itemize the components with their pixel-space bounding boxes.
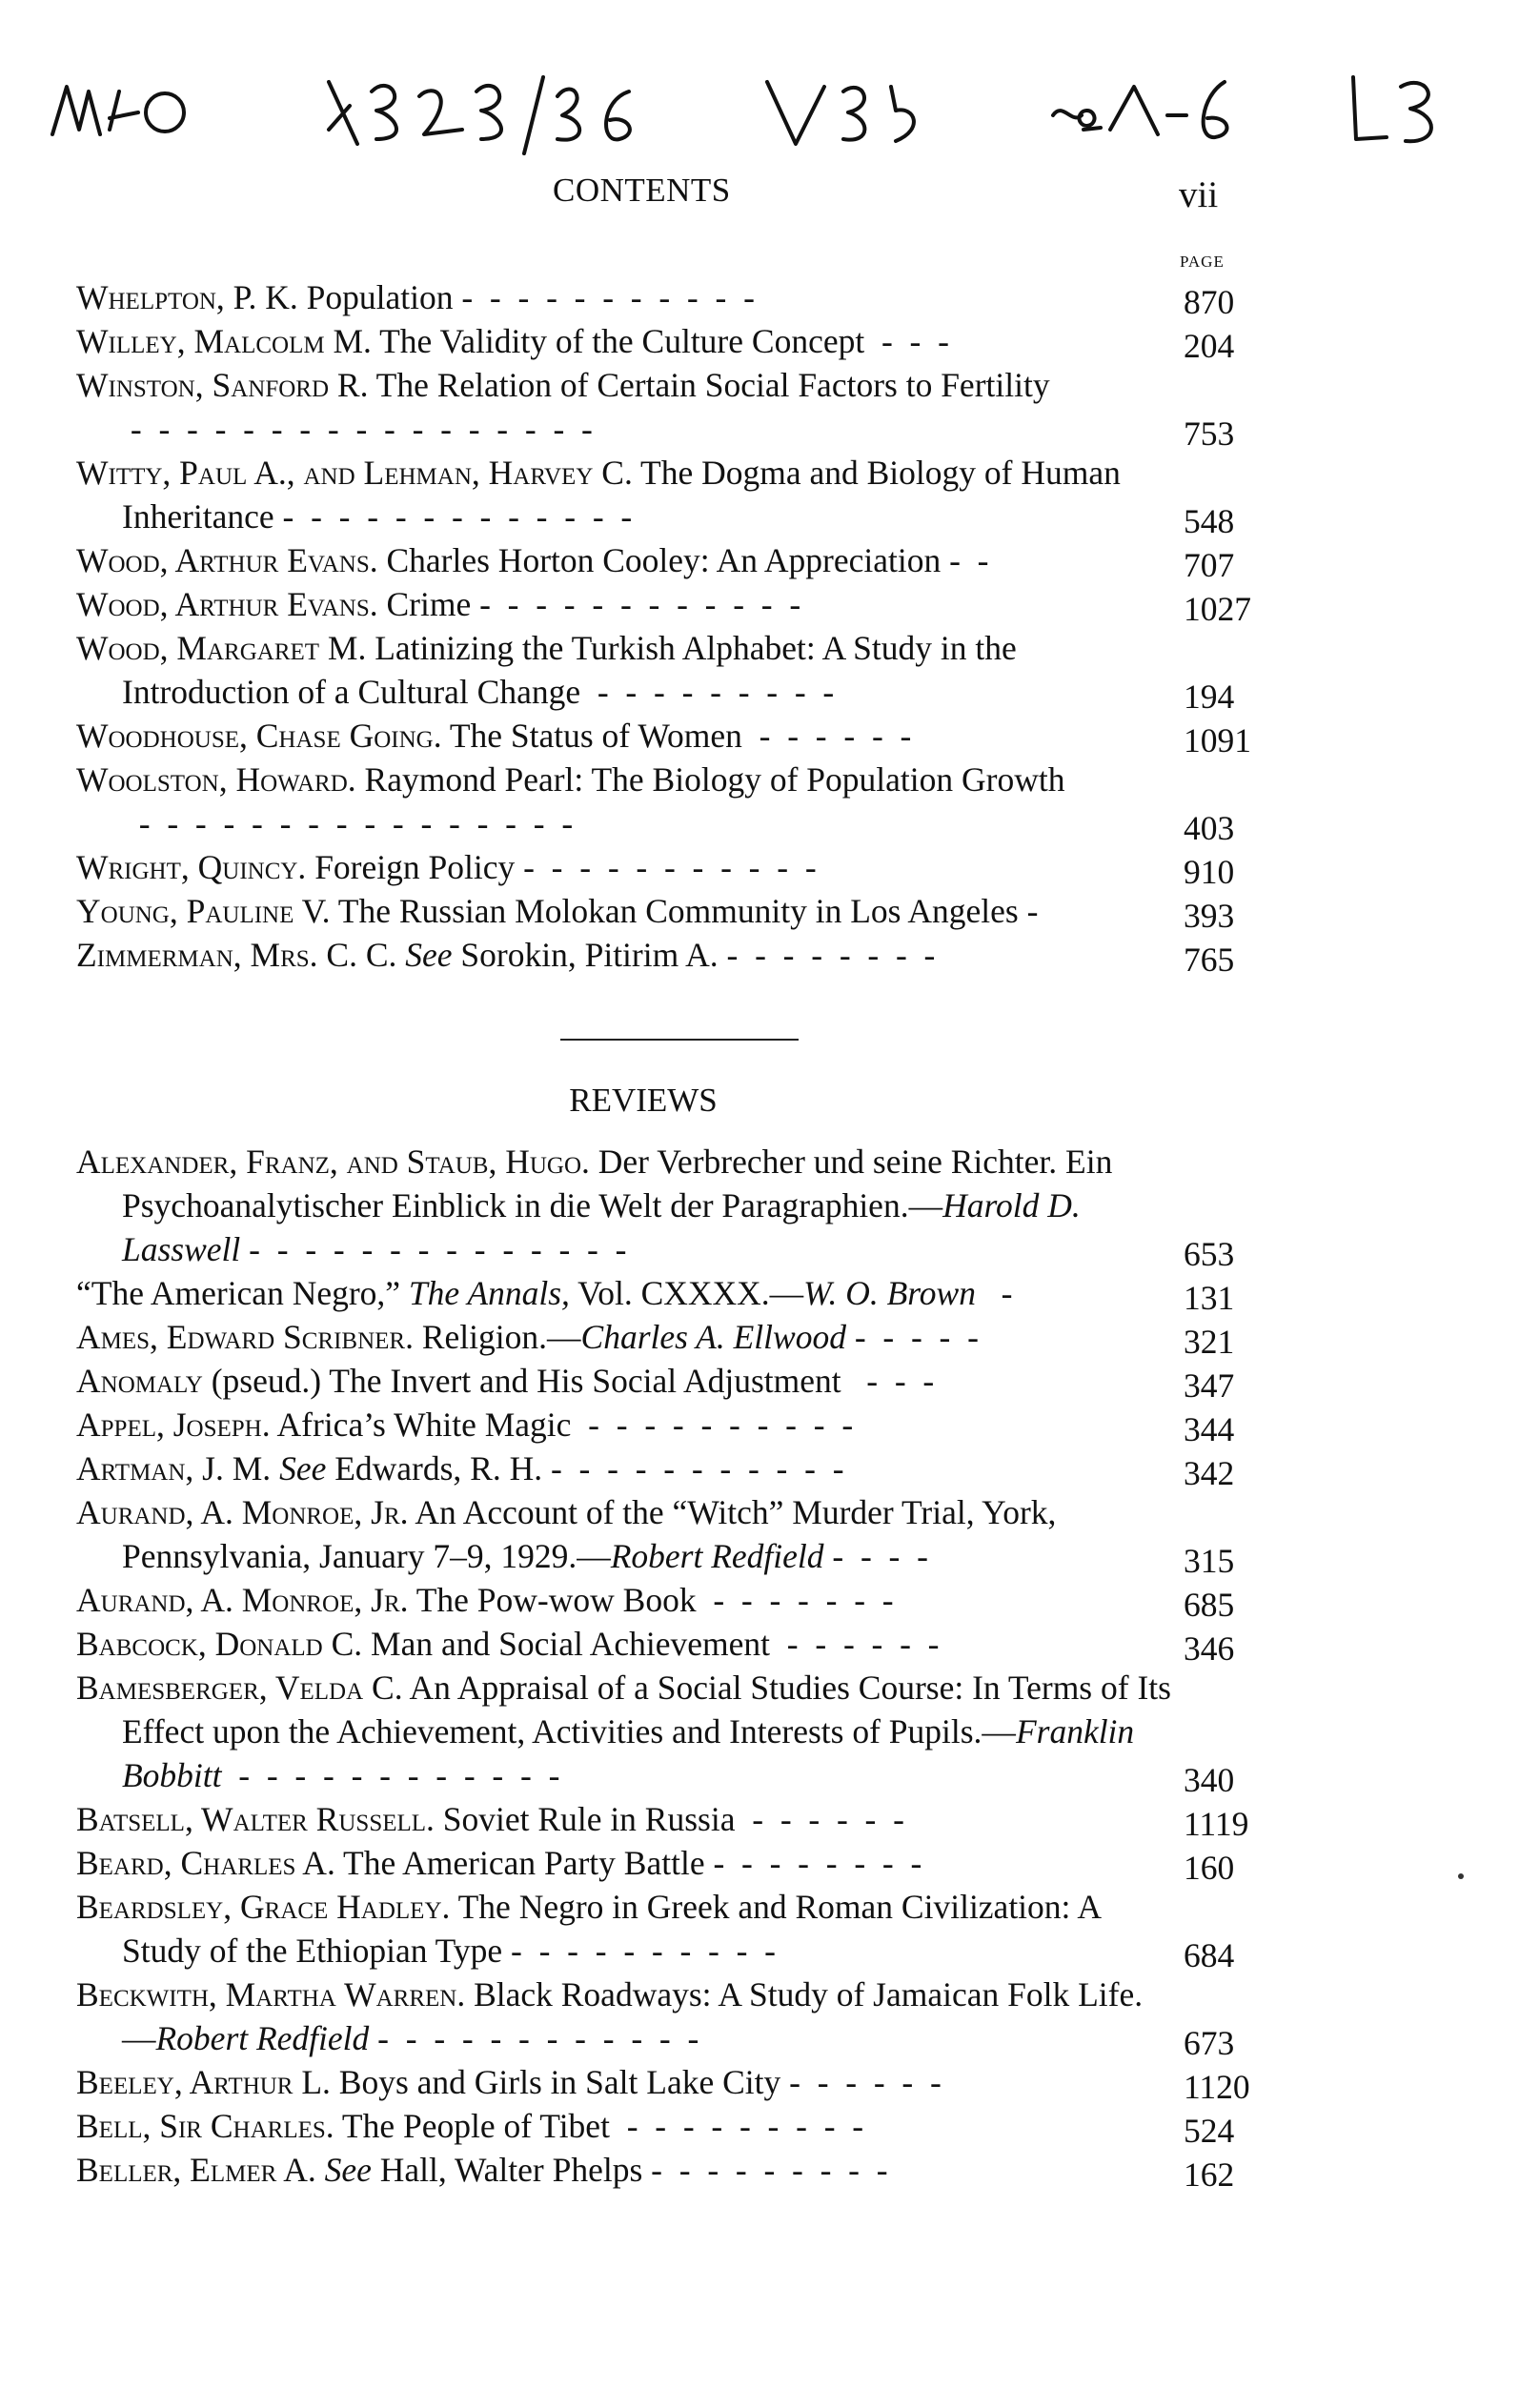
dot-leader: - - - - - - - - - - - xyxy=(453,278,755,316)
entry-italic: See xyxy=(324,2151,372,2189)
entry-title: A. xyxy=(276,2151,325,2189)
toc-entry xyxy=(76,1359,1279,1403)
entry-italic: Franklin Bobbitt xyxy=(122,1712,1135,1794)
entry-page-number: 870 xyxy=(1184,283,1235,321)
entry-text xyxy=(76,1885,1172,1973)
dot-leader: - - - xyxy=(841,1362,935,1400)
entry-author: Beckwith, Martha Warren. xyxy=(76,1975,466,2013)
entry-italic: See xyxy=(405,936,453,974)
entry-author: Bamesberger, Velda xyxy=(76,1669,364,1707)
dot-leader: - - xyxy=(941,541,989,579)
entry-title: The Negro in Greek and Roman Civilization: A Study of the Ethiopian Type xyxy=(122,1888,1100,1970)
entry-author: Aurand, A. Monroe, Jr. xyxy=(76,1493,409,1531)
entry-text xyxy=(76,1403,1172,1447)
stray-mark xyxy=(1458,1873,1464,1879)
entry-author: Anomaly xyxy=(76,1362,203,1400)
entry-author: Beard, Charles xyxy=(76,1844,296,1882)
entry-author: and Lehman, Harvey xyxy=(303,454,594,492)
entry-title: R. The Relation of Certain Social Factors to Fertility xyxy=(329,366,1050,404)
dot-leader: - - - - - - xyxy=(770,1625,940,1663)
toc-entry xyxy=(76,1973,1279,2060)
entry-text xyxy=(76,1666,1172,1797)
toc-entry xyxy=(76,1666,1279,1797)
entry-author: Babcock, Donald xyxy=(76,1625,323,1663)
entry-title: Black Roadways: A Study of Jamaican Folk Life.— xyxy=(122,1975,1144,2057)
entry-page-number: 340 xyxy=(1184,1761,1235,1799)
entry-text xyxy=(76,1359,1172,1403)
dot-leader: - - - - - - - - - - - xyxy=(542,1449,844,1487)
dot-leader: - - - - - - - - - - - - - - - - - xyxy=(122,410,593,448)
entry-author: Bell, Sir Charles. xyxy=(76,2107,334,2145)
entry-text xyxy=(76,1490,1172,1578)
entry-page-number: 403 xyxy=(1184,809,1235,847)
entry-author: Zimmerman, Mrs. xyxy=(76,936,318,974)
entry-author: Whelpton, P. K. xyxy=(76,278,298,316)
entry-title: J. M. xyxy=(193,1449,280,1487)
entry-italic: Robert Redfield xyxy=(610,1537,824,1575)
toc-entry xyxy=(76,1140,1279,1271)
entry-title: “The American Negro,” xyxy=(76,1274,409,1312)
entry-page-number: 131 xyxy=(1184,1279,1235,1317)
dot-leader: - xyxy=(975,1274,1013,1312)
entry-text xyxy=(76,2104,1172,2148)
entry-author: Artman, xyxy=(76,1449,194,1487)
page-column-label: PAGE xyxy=(1180,253,1225,271)
entry-author: Aurand, A. Monroe, Jr. xyxy=(76,1581,409,1619)
toc-entry xyxy=(76,582,1279,626)
entry-title: Africa’s White Magic xyxy=(270,1406,572,1444)
entry-page-number: 753 xyxy=(1184,415,1235,453)
entry-page-number: 910 xyxy=(1184,853,1235,891)
entry-title: The People of Tibet xyxy=(334,2107,610,2145)
entry-page-number: 1091 xyxy=(1184,721,1251,759)
entry-italic: The Annals, xyxy=(408,1274,570,1312)
entry-title: L. Boys and Girls in Salt Lake City xyxy=(293,2063,781,2101)
entry-italic: See xyxy=(279,1449,327,1487)
entry-title: Sorokin, Pitirim A. xyxy=(452,936,719,974)
entry-page-number: 548 xyxy=(1184,502,1235,540)
entry-page-number: 194 xyxy=(1184,678,1235,716)
entry-text xyxy=(76,714,1172,758)
dot-leader: - - - - - - - - - xyxy=(580,673,835,711)
toc-entry xyxy=(76,1622,1279,1666)
dot-leader: - - - - - - - - - xyxy=(642,2151,888,2189)
entry-page-number: 1120 xyxy=(1184,2068,1250,2106)
entry-text xyxy=(76,758,1172,845)
entry-author: Beardsley, Grace Hadley. xyxy=(76,1888,451,1926)
entry-page-number: 524 xyxy=(1184,2112,1235,2150)
entry-italic: Harold D. Lasswell xyxy=(122,1186,1081,1268)
entry-text xyxy=(76,845,1172,889)
entry-title: Religion.— xyxy=(413,1318,581,1356)
entry-text xyxy=(76,1973,1172,2060)
entry-author: Wright, Quincy. xyxy=(76,848,307,886)
entry-page-number: 393 xyxy=(1184,897,1235,935)
entry-author: Willey, Malcolm xyxy=(76,322,325,360)
entry-title: C. C. xyxy=(317,936,406,974)
dot-leader: - - - - - - - - - - - - xyxy=(369,2019,699,2057)
entry-page-number: 342 xyxy=(1184,1454,1235,1492)
entry-page-number: 346 xyxy=(1184,1629,1235,1668)
dot-leader: - - - - - - xyxy=(741,717,912,755)
entry-page-number: 162 xyxy=(1184,2155,1235,2194)
entry-author: Beeley, Arthur xyxy=(76,2063,294,2101)
toc-entry xyxy=(76,1797,1279,1841)
dot-leader: - - - - - - - - - - - - xyxy=(471,585,801,623)
entry-author: Wood, Arthur Evans. xyxy=(76,585,378,623)
entry-title: Edwards, R. H. xyxy=(326,1449,543,1487)
entry-author: Wood, Margaret xyxy=(76,629,320,667)
entry-text xyxy=(76,363,1172,451)
entry-page-number: 1119 xyxy=(1184,1805,1249,1843)
entry-page-number: 347 xyxy=(1184,1366,1235,1405)
dot-leader: - - - xyxy=(864,322,949,360)
page-folio: vii xyxy=(1179,174,1219,215)
entry-title: Raymond Pearl: The Biology of Population Growth xyxy=(355,760,1065,799)
dot-leader: - xyxy=(1018,892,1039,930)
reviews-heading: REVIEWS xyxy=(569,1082,718,1119)
toc-entry xyxy=(76,845,1279,889)
toc-entry xyxy=(76,758,1279,845)
entry-author: Alexander, Franz, and Staub, Hugo. xyxy=(76,1143,590,1181)
dot-leader: - - - - - - - - - xyxy=(609,2107,864,2145)
dot-leader: - - - - - - xyxy=(780,2063,942,2101)
entry-text xyxy=(76,889,1172,933)
entry-title: Der Verbrecher und seine Richter. Ein Psychoanalytischer Einblick in die Welt der Paragraphien.— xyxy=(122,1143,1113,1224)
entry-text xyxy=(76,582,1172,626)
entry-italic: Charles A. Ellwood xyxy=(580,1318,846,1356)
entry-author: Beller, Elmer xyxy=(76,2151,277,2189)
dot-leader: - - - - - - - - - - - - - xyxy=(273,497,633,536)
entry-author: Ames, Edward Scribner. xyxy=(76,1318,414,1356)
dot-leader: - - - - - - xyxy=(735,1800,904,1838)
entry-italic: W. O. Brown xyxy=(803,1274,976,1312)
entry-author: Woodhouse, Chase Going. xyxy=(76,717,442,755)
entry-text xyxy=(76,2060,1172,2104)
entry-text xyxy=(76,626,1172,714)
entry-page-number: 707 xyxy=(1184,546,1235,584)
toc-entry xyxy=(76,1271,1279,1315)
toc-entry xyxy=(76,538,1279,582)
entry-title: C. An Appraisal of a Social Studies Course: In Terms of Its Effect upon the Achievement, Activities and Interests of Pupils.— xyxy=(122,1669,1171,1750)
entry-page-number: 204 xyxy=(1184,327,1235,365)
entry-text xyxy=(76,1841,1172,1885)
entry-title: The Status of Women xyxy=(441,717,742,755)
entry-text xyxy=(76,275,1172,319)
dot-leader: - - - - - - - xyxy=(696,1581,894,1619)
toc-entry xyxy=(76,319,1279,363)
toc-entry xyxy=(76,2104,1279,2148)
entry-page-number: 685 xyxy=(1184,1586,1235,1624)
dot-leader: - - - - - - - - xyxy=(704,1844,922,1882)
entry-title: An Account of the “Witch” Murder Trial, York, Pennsylvania, January 7–9, 1929.— xyxy=(122,1493,1057,1575)
toc-entry xyxy=(76,933,1279,977)
toc-entry xyxy=(76,1490,1279,1578)
entry-title: C. The Dogma and Biology of Human Inheritance xyxy=(122,454,1121,536)
entry-text xyxy=(76,1271,1172,1315)
toc-entry xyxy=(76,2060,1279,2104)
toc-entry xyxy=(76,1447,1279,1490)
dot-leader: - - - - - xyxy=(845,1318,979,1356)
entry-title: Foreign Policy xyxy=(306,848,516,886)
entry-page-number: 321 xyxy=(1184,1323,1235,1361)
toc-entry xyxy=(76,1403,1279,1447)
toc-entry xyxy=(76,626,1279,714)
running-title: CONTENTS xyxy=(553,172,731,209)
toc-entry xyxy=(76,889,1279,933)
reviews-list xyxy=(76,1140,1279,2192)
entry-page-number: 765 xyxy=(1184,941,1235,979)
entry-title: Vol. CXXXX.— xyxy=(569,1274,804,1312)
handwritten-annotation xyxy=(43,63,1472,168)
entry-text xyxy=(76,1315,1172,1359)
entry-page-number: 684 xyxy=(1184,1936,1235,1974)
entry-author: Wood, Arthur Evans. xyxy=(76,541,378,579)
dot-leader: - - - - - - - - - - - - - - xyxy=(240,1230,627,1268)
toc-entry xyxy=(76,714,1279,758)
toc-entry xyxy=(76,451,1279,538)
entry-title: Hall, Walter Phelps xyxy=(371,2151,643,2189)
toc-entry xyxy=(76,1315,1279,1359)
entry-text xyxy=(76,1447,1172,1490)
entry-page-number: 160 xyxy=(1184,1849,1235,1887)
entry-title: M. Latinizing the Turkish Alphabet: A Study in the Introduction of a Cultural Change xyxy=(122,629,1017,711)
entry-title: The Pow-wow Book xyxy=(408,1581,697,1619)
dot-leader: - - - - - - - - - - - - - - - - xyxy=(122,804,574,842)
entry-title: A., xyxy=(247,454,304,492)
toc-entry xyxy=(76,363,1279,451)
contents-list xyxy=(76,275,1279,977)
dot-leader: - - - - - - - - - - xyxy=(502,1932,776,1970)
toc-entry xyxy=(76,275,1279,319)
entry-author: Young, Pauline xyxy=(76,892,294,930)
entry-title: C. Man and Social Achievement xyxy=(322,1625,771,1663)
entry-title: V. The Russian Molokan Community in Los Angeles xyxy=(294,892,1019,930)
entry-text xyxy=(76,538,1172,582)
entry-author: Woolston, Howard. xyxy=(76,760,356,799)
entry-page-number: 673 xyxy=(1184,2024,1235,2062)
toc-entry xyxy=(76,1885,1279,1973)
section-divider xyxy=(560,1039,799,1041)
toc-entry xyxy=(76,2148,1279,2192)
dot-leader: - - - - - - - - - - xyxy=(571,1406,854,1444)
entry-title: Charles Horton Cooley: An Appreciation xyxy=(377,541,942,579)
entry-text xyxy=(76,933,1172,977)
entry-text xyxy=(76,1622,1172,1666)
page-header xyxy=(0,172,1519,219)
entry-title: Population xyxy=(297,278,454,316)
entry-text xyxy=(76,1140,1172,1271)
entry-author: Batsell, Walter Russell. xyxy=(76,1800,435,1838)
entry-text xyxy=(76,451,1172,538)
entry-page-number: 315 xyxy=(1184,1542,1235,1580)
entry-page-number: 653 xyxy=(1184,1235,1235,1273)
entry-italic: Robert Redfield xyxy=(155,2019,370,2057)
entry-title: Soviet Rule in Russia xyxy=(434,1800,736,1838)
entry-author: Winston, Sanford xyxy=(76,366,330,404)
entry-text xyxy=(76,1578,1172,1622)
entry-title: (pseud.) The Invert and His Social Adjustment xyxy=(202,1362,841,1400)
entry-page-number: 344 xyxy=(1184,1410,1235,1448)
entry-author: Appel, Joseph. xyxy=(76,1406,271,1444)
entry-text xyxy=(76,2148,1172,2192)
dot-leader: - - - - - - - - - - - xyxy=(515,848,817,886)
entry-text xyxy=(76,1797,1172,1841)
entry-text xyxy=(76,319,1172,363)
entry-title: Crime xyxy=(377,585,472,623)
toc-entry xyxy=(76,1578,1279,1622)
entry-title: M. The Validity of the Culture Concept xyxy=(324,322,865,360)
entry-page-number: 1027 xyxy=(1184,590,1251,628)
dot-leader: - - - - - - - - - - - - xyxy=(221,1756,560,1794)
entry-title: A. The American Party Battle xyxy=(295,1844,705,1882)
entry-author: Witty, Paul xyxy=(76,454,248,492)
dot-leader: - - - - xyxy=(823,1537,928,1575)
toc-entry xyxy=(76,1841,1279,1885)
dot-leader: - - - - - - - - xyxy=(718,936,936,974)
